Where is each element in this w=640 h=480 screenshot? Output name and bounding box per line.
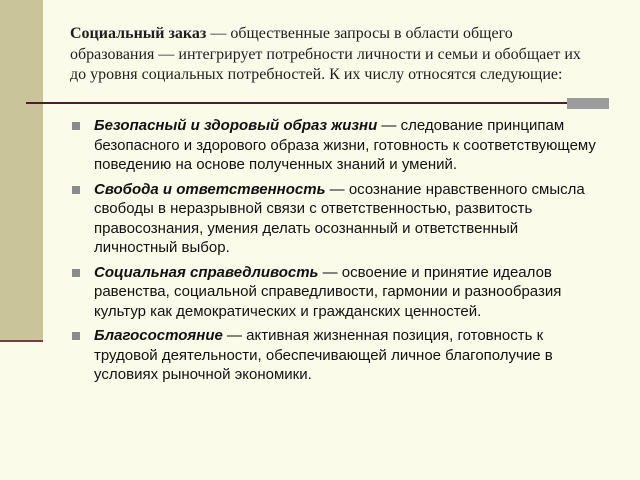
intro-term: Социальный заказ bbox=[70, 25, 207, 42]
values-list bbox=[72, 116, 602, 390]
item-term: Благосостояние bbox=[94, 327, 223, 344]
left-decorative-band bbox=[0, 0, 43, 340]
item-term: Безопасный и здоровый образ жизни bbox=[94, 117, 378, 134]
item-text: — следование принципам безопасного и здорового образа жизни, готовность к соответствующему поведению на основе полученных знаний и умений. bbox=[94, 117, 596, 173]
square-bullet-icon bbox=[72, 122, 80, 130]
intro-text: — общественные запросы в области общего образования — интегрирует потребности личности и семьи и обобщает их до уровня социальных потребностей. К их числу относятся следующие: bbox=[70, 25, 581, 83]
intro-paragraph bbox=[70, 24, 600, 86]
square-bullet-icon bbox=[72, 186, 80, 194]
item-text: — освоение и принятие идеалов равенства, социальной справедливости, гармонии и разнообразия культур как демократических и гражданских ценностей. bbox=[94, 263, 562, 320]
item-text: — осознание нравственного смысла свободы в неразрывной связи с ответственностью, развитость правосознания, умения делать осознанный и ответственный личностный выбор. bbox=[94, 180, 585, 256]
item-term: Социальная справедливость bbox=[94, 263, 319, 281]
square-bullet-icon bbox=[72, 269, 80, 277]
left-band-underline bbox=[0, 340, 43, 342]
header-rule bbox=[26, 102, 570, 104]
list-item bbox=[72, 326, 602, 385]
list-item bbox=[72, 263, 602, 322]
list-item bbox=[72, 180, 602, 258]
list-item bbox=[72, 116, 602, 175]
item-text: — активная жизненная позиция, готовность к трудовой деятельности, обеспечивающей личное благополучие в условиях рыночной экономики. bbox=[94, 327, 553, 383]
header-accent-bar bbox=[567, 98, 609, 109]
square-bullet-icon bbox=[72, 332, 80, 340]
item-term: Свобода и ответственность bbox=[94, 180, 326, 198]
